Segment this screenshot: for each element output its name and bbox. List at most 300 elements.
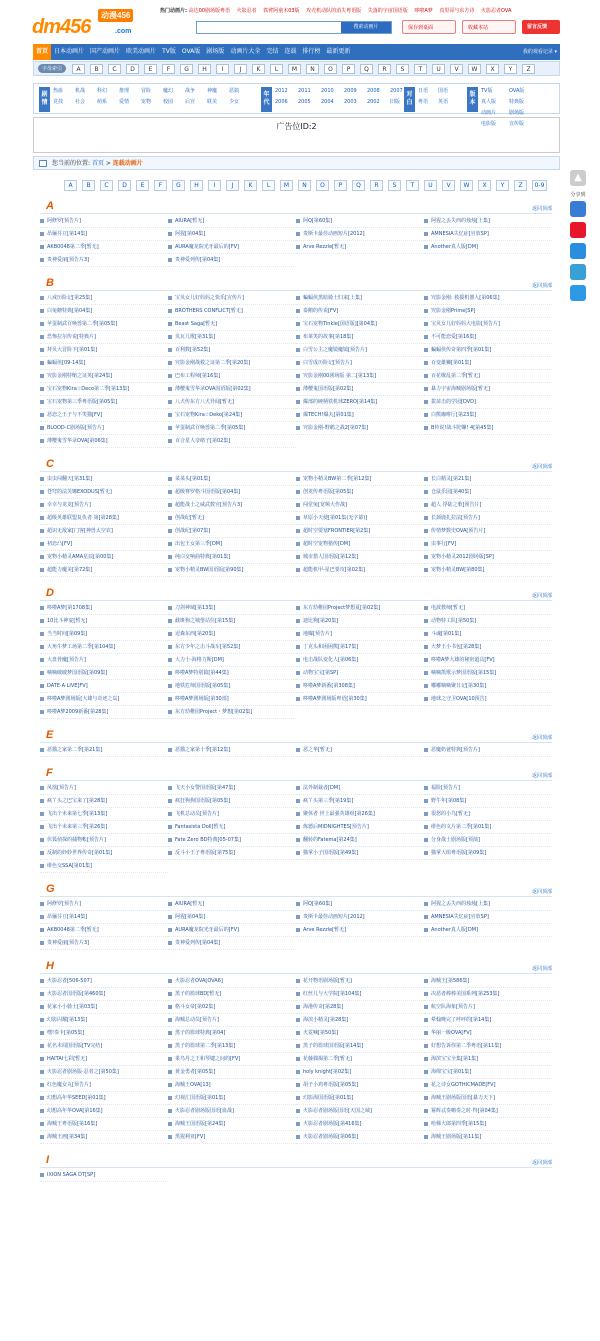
- title-link[interactable]: 大角牛梦工场第二季[第104集]: [40, 641, 168, 654]
- nav-item[interactable]: 日本动画片: [54, 48, 85, 55]
- title-link[interactable]: 百合星人奈绪子[第02集]: [168, 435, 296, 448]
- title-link[interactable]: 10比斗神宴[暂无]: [40, 615, 168, 628]
- letter-key[interactable]: E: [144, 64, 157, 74]
- letter-key[interactable]: H: [198, 64, 211, 74]
- alphabet-key[interactable]: Q: [352, 180, 365, 191]
- nav-item[interactable]: 最新更新: [326, 48, 351, 55]
- title-link[interactable]: 百利数[第52集]: [168, 344, 296, 357]
- title-link[interactable]: 火影忍者国语版[第460集]: [40, 988, 168, 1001]
- back-to-top-link[interactable]: 返回顶部: [531, 593, 552, 599]
- favorite-button[interactable]: 收藏本站: [462, 20, 516, 34]
- title-link[interactable]: 火影忍者[506-507]: [40, 975, 168, 988]
- title-link[interactable]: 疯丫头之巴宝来了[第28集]: [40, 795, 168, 808]
- years-link[interactable]: 2011: [298, 88, 311, 94]
- title-link[interactable]: 阿修罗[预告片]: [40, 215, 168, 228]
- title-link[interactable]: 究影金刚: 救援机器人[第06集]: [424, 292, 552, 305]
- alphabet-key[interactable]: Y: [496, 180, 509, 191]
- title-link[interactable]: 传情梦数史OVA[预告片]: [424, 525, 552, 538]
- title-link[interactable]: 虫虫闯翻天[第31集]: [40, 473, 168, 486]
- back-to-top-link[interactable]: 返回顶部: [531, 464, 552, 470]
- title-link[interactable]: 哆啦A梦剧场版粤语[第30集]: [296, 693, 424, 706]
- title-link[interactable]: 火影忍者剧场版·忍者之[第50集]: [40, 1066, 168, 1079]
- title-link[interactable]: AURA魔龙院光牙最后的[FV]: [168, 924, 296, 937]
- title-link[interactable]: 聚休者 世上最强英雄组[第26集]: [296, 808, 424, 821]
- back-to-top-icon[interactable]: ▲: [570, 170, 586, 186]
- title-link[interactable]: 花家小小骑士[第03集]: [40, 1001, 168, 1014]
- genre-link[interactable]: 少女: [229, 99, 240, 105]
- alphabet-key[interactable]: M: [280, 180, 293, 191]
- genre-link[interactable]: 冒险: [141, 88, 152, 94]
- title-link[interactable]: 阿猩之丢失西的烛烛[上集]: [424, 898, 552, 911]
- genre-link[interactable]: 耽美: [207, 99, 218, 105]
- title-link[interactable]: 红丝儿与大学院[第104集]: [296, 988, 424, 1001]
- title-link[interactable]: 长白精灵[第21集]: [424, 473, 552, 486]
- title-link[interactable]: 海贼王OVA[13]: [168, 1079, 296, 1092]
- vers-link[interactable]: 宣传版: [509, 121, 525, 127]
- title-link[interactable]: 电击战队变化人[第06集]: [296, 654, 424, 667]
- alphabet-key[interactable]: A: [64, 180, 77, 191]
- hot-link[interactable]: 攻壳机动队的消失粤语版: [306, 8, 362, 14]
- title-link[interactable]: 超能战士之威武数宫[预告片3]: [168, 499, 296, 512]
- letter-key[interactable]: I: [216, 64, 229, 74]
- title-link[interactable]: 幻视汇国语版[第01集]: [168, 1092, 296, 1105]
- title-link[interactable]: 宝贝女儿好妈妈之快乐[宣传片]: [168, 292, 296, 305]
- title-link[interactable]: 疯丫头第三季[第19集]: [296, 795, 424, 808]
- title-link[interactable]: 火影忍者OVA[OVA6]: [168, 975, 296, 988]
- title-link[interactable]: 火影忍者剧场版[第416集]: [296, 1118, 424, 1131]
- title-link[interactable]: 果鸟丹之王和琴键之间的[FV]: [168, 1053, 296, 1066]
- letter-key[interactable]: F: [162, 64, 175, 74]
- title-link[interactable]: 哆啦A梦特别篇[第44集]: [168, 667, 296, 680]
- title-link[interactable]: 恶猫之家第十季[第12集]: [168, 744, 296, 757]
- title-link[interactable]: 八戒历险记[第25集]: [40, 292, 168, 305]
- title-link[interactable]: 东方少年之击斗战车[第52集]: [168, 641, 296, 654]
- alphabet-key[interactable]: N: [298, 180, 311, 191]
- title-link[interactable]: 大力士-海格力斯[DM]: [168, 654, 296, 667]
- title-link[interactable]: 截斑狗之城堡站住[第15集]: [168, 615, 296, 628]
- title-link[interactable]: 宝石宠物Kira☆Deko[第24集]: [168, 409, 296, 422]
- title-link[interactable]: 海贼王粤语版[第16集]: [40, 1118, 168, 1131]
- title-link[interactable]: 蝙蝠侠黑暗骑士归来[上集]: [296, 292, 424, 305]
- title-link[interactable]: 花藤偶揭第二季[暂无]: [296, 1053, 424, 1066]
- title-link[interactable]: 哆啦A梦大雄的秘密道具[FV]: [424, 654, 552, 667]
- title-link[interactable]: 爆部的硬柄铁机球ZERO[第14集]: [296, 396, 424, 409]
- nav-item[interactable]: 连载: [284, 48, 297, 55]
- title-link[interactable]: 蝙蝠侠[09-14集]: [40, 357, 168, 370]
- title-link[interactable]: 宠物小精灵BW[第80集]: [424, 564, 552, 577]
- alphabet-key[interactable]: F: [154, 180, 167, 191]
- letter-key[interactable]: C: [108, 64, 121, 74]
- title-link[interactable]: 花之诗女GOTHICMADE[FV]: [424, 1079, 552, 1092]
- title-link[interactable]: 超级赛罗格斗国语版[第04集]: [168, 486, 296, 499]
- years-link[interactable]: 2004: [321, 99, 334, 105]
- alphabet-key[interactable]: K: [244, 180, 257, 191]
- title-link[interactable]: 八犬传东方八犬异闻[暂无]: [168, 396, 296, 409]
- alphabet-key[interactable]: X: [478, 180, 491, 191]
- title-link[interactable]: 黑子的篮球BD[暂无]: [168, 988, 296, 1001]
- title-link[interactable]: 飞天小女警国语版[第47集]: [168, 782, 296, 795]
- title-link[interactable]: 巴布工程师[第16集]: [168, 370, 296, 383]
- title-link[interactable]: 恶之华[暂无]: [296, 744, 424, 757]
- title-link[interactable]: 苍穹的法芙娜EXODUS[暂无]: [40, 486, 168, 499]
- title-link[interactable]: 阿猩[第04集]: [168, 911, 296, 924]
- site-logo[interactable]: [32, 7, 148, 39]
- title-link[interactable]: 究影金刚-野鹤之战2[第07集]: [296, 422, 424, 435]
- watch-history-link[interactable]: 我的观看记录 ▾: [522, 49, 557, 55]
- title-link[interactable]: 创战纪[第07集]: [168, 525, 296, 538]
- title-link[interactable]: 绯色的文片第二季[第01集]: [424, 821, 552, 834]
- title-link[interactable]: 仓鼠乐园[第40集]: [424, 486, 552, 499]
- title-link[interactable]: 薄樱鬼国语版[第02集]: [296, 383, 424, 396]
- vers-link[interactable]: 特典版: [509, 99, 525, 105]
- renren-icon[interactable]: [570, 243, 586, 259]
- title-link[interactable]: 蝙蝠侠传奇第四季[第01集]: [424, 344, 552, 357]
- genre-link[interactable]: 魔幻: [163, 88, 174, 94]
- hot-link[interactable]: 火影忍者: [236, 8, 257, 14]
- letter-key[interactable]: K: [252, 64, 265, 74]
- title-link[interactable]: 昂骊芬豆[第14集]: [40, 228, 168, 241]
- years-link[interactable]: 2010: [321, 88, 334, 94]
- title-link[interactable]: DATE·A·LIVE[FV]: [40, 680, 168, 693]
- title-link[interactable]: 海绵宝宝[第01集]: [424, 1066, 552, 1079]
- title-link[interactable]: 幻影闪耀[第13集]: [40, 1014, 168, 1027]
- title-link[interactable]: 海贼总动员[预告片]: [168, 1014, 296, 1027]
- title-link[interactable]: 宝石宠物第三季粤语版[第05集]: [40, 396, 168, 409]
- hot-link[interactable]: 火影忍者OVA: [481, 8, 512, 14]
- title-link[interactable]: 动物特工队[第50集]: [424, 615, 552, 628]
- title-link[interactable]: 泰鹅的传说[FV]: [296, 305, 424, 318]
- back-to-top-link[interactable]: 返回顶部: [531, 966, 552, 972]
- years-link[interactable]: 2002: [367, 99, 380, 105]
- title-link[interactable]: 昂骊芬豆[第14集]: [40, 911, 168, 924]
- genre-link[interactable]: 爱情: [119, 99, 130, 105]
- title-link[interactable]: 野牛年[第08集]: [424, 795, 552, 808]
- title-link[interactable]: 幻想高年华SEED[第01集]: [40, 1092, 168, 1105]
- title-link[interactable]: 草原小天使[第01集(无字幕)]: [296, 512, 424, 525]
- title-link[interactable]: 超人 浮陆之歌[预告片]: [424, 499, 552, 512]
- title-link[interactable]: 贵神爱丽[预告片3]: [40, 254, 168, 267]
- title-link[interactable]: 航空队海象[预告片]: [424, 1001, 552, 1014]
- title-link[interactable]: 疯狂狗狗国语版[第05集]: [168, 795, 296, 808]
- title-link[interactable]: 海贼王剧场版国语[暴力天下]: [424, 1092, 552, 1105]
- title-link[interactable]: AIURA[暂无]: [168, 898, 296, 911]
- alphabet-key[interactable]: R: [370, 180, 383, 191]
- langs-link[interactable]: 粤语: [418, 99, 429, 105]
- title-link[interactable]: 飞出个未来第三季[第26集]: [40, 821, 168, 834]
- genre-link[interactable]: 竞技: [53, 99, 64, 105]
- title-link[interactable]: 华丽一级OVA[FV]: [424, 1027, 552, 1040]
- title-link[interactable]: 红色魔女丸[预告片]: [40, 1079, 168, 1092]
- years-link[interactable]: 2003: [344, 99, 357, 105]
- title-link[interactable]: 创龙传粤语版[第05集]: [296, 486, 424, 499]
- alphabet-key[interactable]: D: [118, 180, 131, 191]
- alphabet-key[interactable]: W: [460, 180, 473, 191]
- title-link[interactable]: 闯堂兔[宽频大作战]: [296, 499, 424, 512]
- title-link[interactable]: 地铁危师国语版[第05集]: [168, 680, 296, 693]
- title-link[interactable]: BROTHERS CONFLICT[暂无]: [168, 305, 296, 318]
- weibo-icon[interactable]: [570, 222, 586, 238]
- title-link[interactable]: 绯色交SSA[第01集]: [40, 860, 168, 873]
- years-link[interactable]: 2008: [367, 88, 380, 94]
- back-to-top-link[interactable]: 返回顶部: [531, 283, 552, 289]
- title-link[interactable]: 哆啦A梦剧场版[大雄与奇迹之岛]: [40, 693, 168, 706]
- back-to-top-link[interactable]: 返回顶部: [531, 773, 552, 779]
- genre-link[interactable]: 机战: [75, 88, 86, 94]
- title-link[interactable]: 拜贝大冒险下[第01集]: [40, 344, 168, 357]
- title-link[interactable]: 东方幼稚园Project・梦想[第02集]: [168, 706, 296, 719]
- title-link[interactable]: 法外制裁者[DM]: [296, 782, 424, 795]
- title-link[interactable]: 究影金刚战救之证第二季[第20集]: [168, 357, 296, 370]
- nav-item[interactable]: 欧美动画片: [126, 48, 157, 55]
- letter-key[interactable]: W: [468, 64, 481, 74]
- letter-key[interactable]: P: [342, 64, 355, 74]
- title-link[interactable]: 斗魂[第01集]: [424, 628, 552, 641]
- title-link[interactable]: 阿猩之丢失西的烛烛[上集]: [424, 215, 552, 228]
- genre-link[interactable]: 恶搞: [229, 88, 240, 94]
- title-link[interactable]: 炼德后MIDNIGHTES[预告片]: [296, 821, 424, 834]
- letter-key[interactable]: G: [180, 64, 193, 74]
- title-link[interactable]: 究影金刚特缩之证英[第24集]: [40, 370, 168, 383]
- langs-link[interactable]: 国语: [438, 88, 449, 94]
- tencent-weibo-icon[interactable]: [570, 264, 586, 280]
- vers-link[interactable]: 动画片: [481, 110, 497, 116]
- title-link[interactable]: 凤凰[预告片]: [40, 782, 168, 795]
- alphabet-key[interactable]: V: [442, 180, 455, 191]
- title-link[interactable]: 宠物小精灵BW国语版[第90集]: [168, 564, 296, 577]
- title-link[interactable]: 花开物语剧场版[暂无]: [296, 975, 424, 988]
- title-link[interactable]: 海贼王画[第34集]: [40, 1131, 168, 1144]
- title-link[interactable]: 薄樱鬼雪华录OVA[第06集]: [40, 435, 168, 448]
- genre-link[interactable]: 萌系: [97, 99, 108, 105]
- genre-link[interactable]: 宠物: [141, 99, 152, 105]
- title-link[interactable]: 宝石宠物Tinkle[国语版][第04集]: [296, 318, 424, 331]
- title-link[interactable]: 猫掌小子国语版[第49集]: [296, 847, 424, 860]
- alphabet-key[interactable]: I: [208, 180, 221, 191]
- alphabet-key[interactable]: B: [82, 180, 95, 191]
- title-link[interactable]: 猫掌大组粤语版[第09集]: [424, 847, 552, 860]
- hot-link[interactable]: 高达00剧场版粤语: [188, 8, 230, 14]
- title-link[interactable]: 反斗小王子粤语版[第75集]: [168, 847, 296, 860]
- back-to-top-link[interactable]: 返回顶部: [531, 1160, 552, 1166]
- title-link[interactable]: 出包王女第三季[DM]: [168, 538, 296, 551]
- title-link[interactable]: 海滨小精灵[第28集]: [296, 1014, 424, 1027]
- letter-key[interactable]: O: [324, 64, 337, 74]
- nav-item[interactable]: TV版: [162, 48, 176, 55]
- title-link[interactable]: 地球之守卫OVA[10预告]: [424, 693, 552, 706]
- letter-key[interactable]: S: [396, 64, 409, 74]
- years-link[interactable]: 旧版: [390, 99, 401, 105]
- letter-key[interactable]: B: [90, 64, 103, 74]
- title-link[interactable]: BLOOD-C剧场版[预告片]: [40, 422, 168, 435]
- title-link[interactable]: AIURA[暂无]: [168, 215, 296, 228]
- vers-link[interactable]: 剧场版: [509, 110, 525, 116]
- title-link[interactable]: 幸幸与龙龙[预告片]: [40, 499, 168, 512]
- title-link[interactable]: 纯白交响曲特典[第01集]: [168, 551, 296, 564]
- letter-key[interactable]: R: [378, 64, 391, 74]
- title-link[interactable]: 幻影海国语版[第01集]: [296, 1092, 424, 1105]
- title-link[interactable]: 伏狐侦探的捕物帐[预告片]: [40, 834, 168, 847]
- title-link[interactable]: 火影忍者剧场版国语[天国之域]: [296, 1105, 424, 1118]
- title-link[interactable]: 火霓喊[第50集]: [296, 1027, 424, 1040]
- save-desktop-button[interactable]: 保存到桌面: [402, 20, 456, 34]
- title-link[interactable]: 阿猩[第04集]: [168, 228, 296, 241]
- title-link[interactable]: 刀剑神域[第13集]: [168, 602, 296, 615]
- title-link[interactable]: Another真人版[DM]: [424, 241, 552, 254]
- title-link[interactable]: 幻想高年华OVA[第16集]: [40, 1105, 168, 1118]
- title-link[interactable]: 超级英雄联盟复仇者 第[第28集]: [40, 512, 168, 525]
- genre-link[interactable]: 战争: [185, 88, 196, 94]
- genre-link[interactable]: 热血: [53, 88, 64, 94]
- alphabet-key[interactable]: S: [388, 180, 401, 191]
- title-link[interactable]: 虫事行[FV]: [424, 538, 552, 551]
- title-link[interactable]: 幂辉忒奏嗨奏之时·得[第04集]: [424, 1105, 552, 1118]
- nav-item[interactable]: OVA版: [181, 48, 201, 55]
- title-link[interactable]: 布莱笑的故事[第18集]: [296, 331, 424, 344]
- title-link[interactable]: 海贼王剧场版[第11集]: [424, 1131, 552, 1144]
- title-link[interactable]: Fantasista Doll[暂无]: [168, 821, 296, 834]
- langs-link[interactable]: 日语: [418, 88, 429, 94]
- title-link[interactable]: 很怒的小鸟[暂无]: [424, 808, 552, 821]
- title-link[interactable]: 贵神爱列传[第04集]: [168, 254, 296, 267]
- alphabet-key[interactable]: O: [316, 180, 329, 191]
- title-link[interactable]: Arve Rezzle[暂无]: [296, 241, 424, 254]
- title-link[interactable]: 宠物小精灵AMA星辰[第00集]: [40, 551, 168, 564]
- title-link[interactable]: 白雪成历险记[预告片]: [296, 357, 424, 370]
- title-link[interactable]: 贵神爱丽[预告片3]: [40, 937, 168, 950]
- vers-link[interactable]: TV版: [481, 88, 493, 94]
- title-link[interactable]: 火影忍者剧场版[第06集]: [296, 1131, 424, 1144]
- title-link[interactable]: 薄樱鬼雪华录OVA国语版[第02集]: [168, 383, 296, 396]
- alphabet-key[interactable]: L: [262, 180, 275, 191]
- title-link[interactable]: 城市猎人国语版[第12集]: [296, 551, 424, 564]
- years-link[interactable]: 2012: [275, 88, 288, 94]
- genre-link[interactable]: 神魔: [207, 88, 218, 94]
- title-link[interactable]: 地曝[预告片]: [296, 628, 424, 641]
- letter-key[interactable]: L: [270, 64, 283, 74]
- title-link[interactable]: 反制的妙妙世界传奇[第01集]: [40, 847, 168, 860]
- title-link[interactable]: 初恋凸[FV]: [40, 538, 168, 551]
- vers-link[interactable]: 真人版: [481, 99, 497, 105]
- title-link[interactable]: 百变雄狮[第01集]: [424, 357, 552, 370]
- title-link[interactable]: holy knight[第02集]: [296, 1066, 424, 1079]
- title-link[interactable]: 贵斯卡最佳动画短片[2012]: [296, 911, 424, 924]
- years-link[interactable]: 2006: [275, 99, 288, 105]
- title-link[interactable]: 迪比狗[第20集]: [296, 615, 424, 628]
- letter-key[interactable]: N: [306, 64, 319, 74]
- nav-item[interactable]: 首页: [33, 44, 51, 60]
- title-link[interactable]: 好想告诉你第二季粤语[第11集]: [424, 1040, 552, 1053]
- search-button[interactable]: 搜索动画片: [341, 22, 391, 33]
- nav-item[interactable]: 排行榜: [302, 48, 321, 55]
- title-link[interactable]: 恐怖拉尔传说[特典片]: [40, 331, 168, 344]
- breadcrumb-home[interactable]: 首页: [91, 160, 104, 167]
- title-link[interactable]: 飞出个未来第七季[第13集]: [40, 808, 168, 821]
- title-link[interactable]: 苹蛋制武召唤兽第二季[第05集]: [168, 422, 296, 435]
- alphabet-key[interactable]: Z: [514, 180, 527, 191]
- letter-key[interactable]: V: [450, 64, 463, 74]
- title-link[interactable]: 逗森东西[第20集]: [168, 628, 296, 641]
- letter-key[interactable]: A: [72, 64, 85, 74]
- title-link[interactable]: 恶猫之家第二季[第21集]: [40, 744, 168, 757]
- title-link[interactable]: 决恶者棒棒美国系列[第253集]: [424, 988, 552, 1001]
- title-link[interactable]: 宠物小精灵2012剧场版[SP]: [424, 551, 552, 564]
- title-link[interactable]: 恶恋之王子与不笑猫[FV]: [40, 409, 168, 422]
- title-link[interactable]: 超能力魔美[第72集]: [40, 564, 168, 577]
- title-link[interactable]: 海贼王国语版[第24集]: [168, 1118, 296, 1131]
- title-link[interactable]: 超能机甲-星巴要攻[第02集]: [296, 564, 424, 577]
- alphabet-key[interactable]: E: [136, 180, 149, 191]
- title-link[interactable]: Another真人版[DM]: [424, 924, 552, 937]
- title-link[interactable]: 究影金刚00剧场版 第二[第13集]: [296, 370, 424, 383]
- title-link[interactable]: 丁克头和困困熊[第17集]: [296, 641, 424, 654]
- genre-link[interactable]: 推理: [119, 88, 130, 94]
- alphabet-key[interactable]: T: [406, 180, 419, 191]
- hot-link[interactable]: 铁臂阿童木03版: [263, 8, 300, 14]
- title-link[interactable]: 海贼王[第586集]: [424, 975, 552, 988]
- title-link[interactable]: 阿Q[第60集]: [296, 898, 424, 911]
- letter-key[interactable]: M: [288, 64, 301, 74]
- title-link[interactable]: 贝瓦儿歌[第31集]: [168, 331, 296, 344]
- title-link[interactable]: 海滨宝宝全集[第1集]: [424, 1053, 552, 1066]
- title-link[interactable]: 黑子的篮球特典[第04]: [168, 1027, 296, 1040]
- feedback-button[interactable]: 留言反馈: [522, 20, 560, 34]
- title-link[interactable]: 创战纪[暂无]: [168, 512, 296, 525]
- title-link[interactable]: AURA魔龙院光牙最后的[FV]: [168, 241, 296, 254]
- title-link[interactable]: 白熊咖啡厅[第23集]: [424, 409, 552, 422]
- title-link[interactable]: 嘀嘀破破梦国语版[第09集]: [40, 667, 168, 680]
- years-link[interactable]: 2009: [344, 88, 357, 94]
- title-link[interactable]: 大盘骨魔[预告片]: [40, 654, 168, 667]
- alphabet-key[interactable]: J: [226, 180, 239, 191]
- title-link[interactable]: 拔苗击的学园[DVD]: [424, 396, 552, 409]
- title-link[interactable]: 电波教师[暂无]: [424, 602, 552, 615]
- title-link[interactable]: 花名未闻国语版[TV完结]: [40, 1040, 168, 1053]
- title-link[interactable]: 哆啦A梦剧场版[第30部]: [168, 693, 296, 706]
- title-link[interactable]: 黑子的篮球第二季[第13集]: [168, 1040, 296, 1053]
- alphabet-key[interactable]: U: [424, 180, 437, 191]
- title-link[interactable]: 超时空要塞FRONTIER[第2集]: [296, 525, 424, 538]
- nav-item[interactable]: 动画片大全: [230, 48, 261, 55]
- letter-key[interactable]: Z: [522, 64, 535, 74]
- qzone-icon[interactable]: [570, 201, 586, 217]
- title-link[interactable]: 火影忍者剧场版国语[血战]: [168, 1105, 296, 1118]
- vers-link[interactable]: OVA版: [509, 88, 525, 94]
- years-link[interactable]: 2005: [298, 99, 311, 105]
- title-link[interactable]: 不可能恋爱[第16集]: [424, 331, 552, 344]
- title-link[interactable]: 翻转的Fatema[第24集]: [296, 834, 424, 847]
- alphabet-key[interactable]: H: [190, 180, 203, 191]
- title-link[interactable]: 阿修罗[预告片]: [40, 898, 168, 911]
- title-link[interactable]: 白雪公主之魔镜魔镜[预告片]: [296, 344, 424, 357]
- nav-item[interactable]: 完结: [266, 48, 279, 55]
- alphabet-key[interactable]: 0-9: [532, 180, 547, 191]
- title-link[interactable]: Arve Rezzle[暂无]: [296, 924, 424, 937]
- title-link[interactable]: 苹蛋制武召唤兽第二季[第05集]: [40, 318, 168, 331]
- letter-key[interactable]: J: [234, 64, 247, 74]
- genre-link[interactable]: 校园: [163, 99, 174, 105]
- title-link[interactable]: 哆啦A梦2009新番[第28集]: [40, 706, 168, 719]
- title-link[interactable]: 格斗女帝[第02集]: [168, 1001, 296, 1014]
- title-link[interactable]: 宠物小精灵BW第二季[第12集]: [296, 473, 424, 486]
- title-link[interactable]: 黑猩利亚[FV]: [168, 1131, 296, 1144]
- title-link[interactable]: 百花缭乱第二季[暂无]: [424, 370, 552, 383]
- title-link[interactable]: B传说!战斗陀螺! 4[第45集]: [424, 422, 552, 435]
- alphabet-key[interactable]: G: [172, 180, 185, 191]
- letter-key[interactable]: T: [414, 64, 427, 74]
- title-link[interactable]: 分身战士剧场版[预演]: [424, 834, 552, 847]
- title-link[interactable]: 嘿!奏卡[第05集]: [40, 1027, 168, 1040]
- title-link[interactable]: AKB0048第二季[暂无]: [40, 241, 168, 254]
